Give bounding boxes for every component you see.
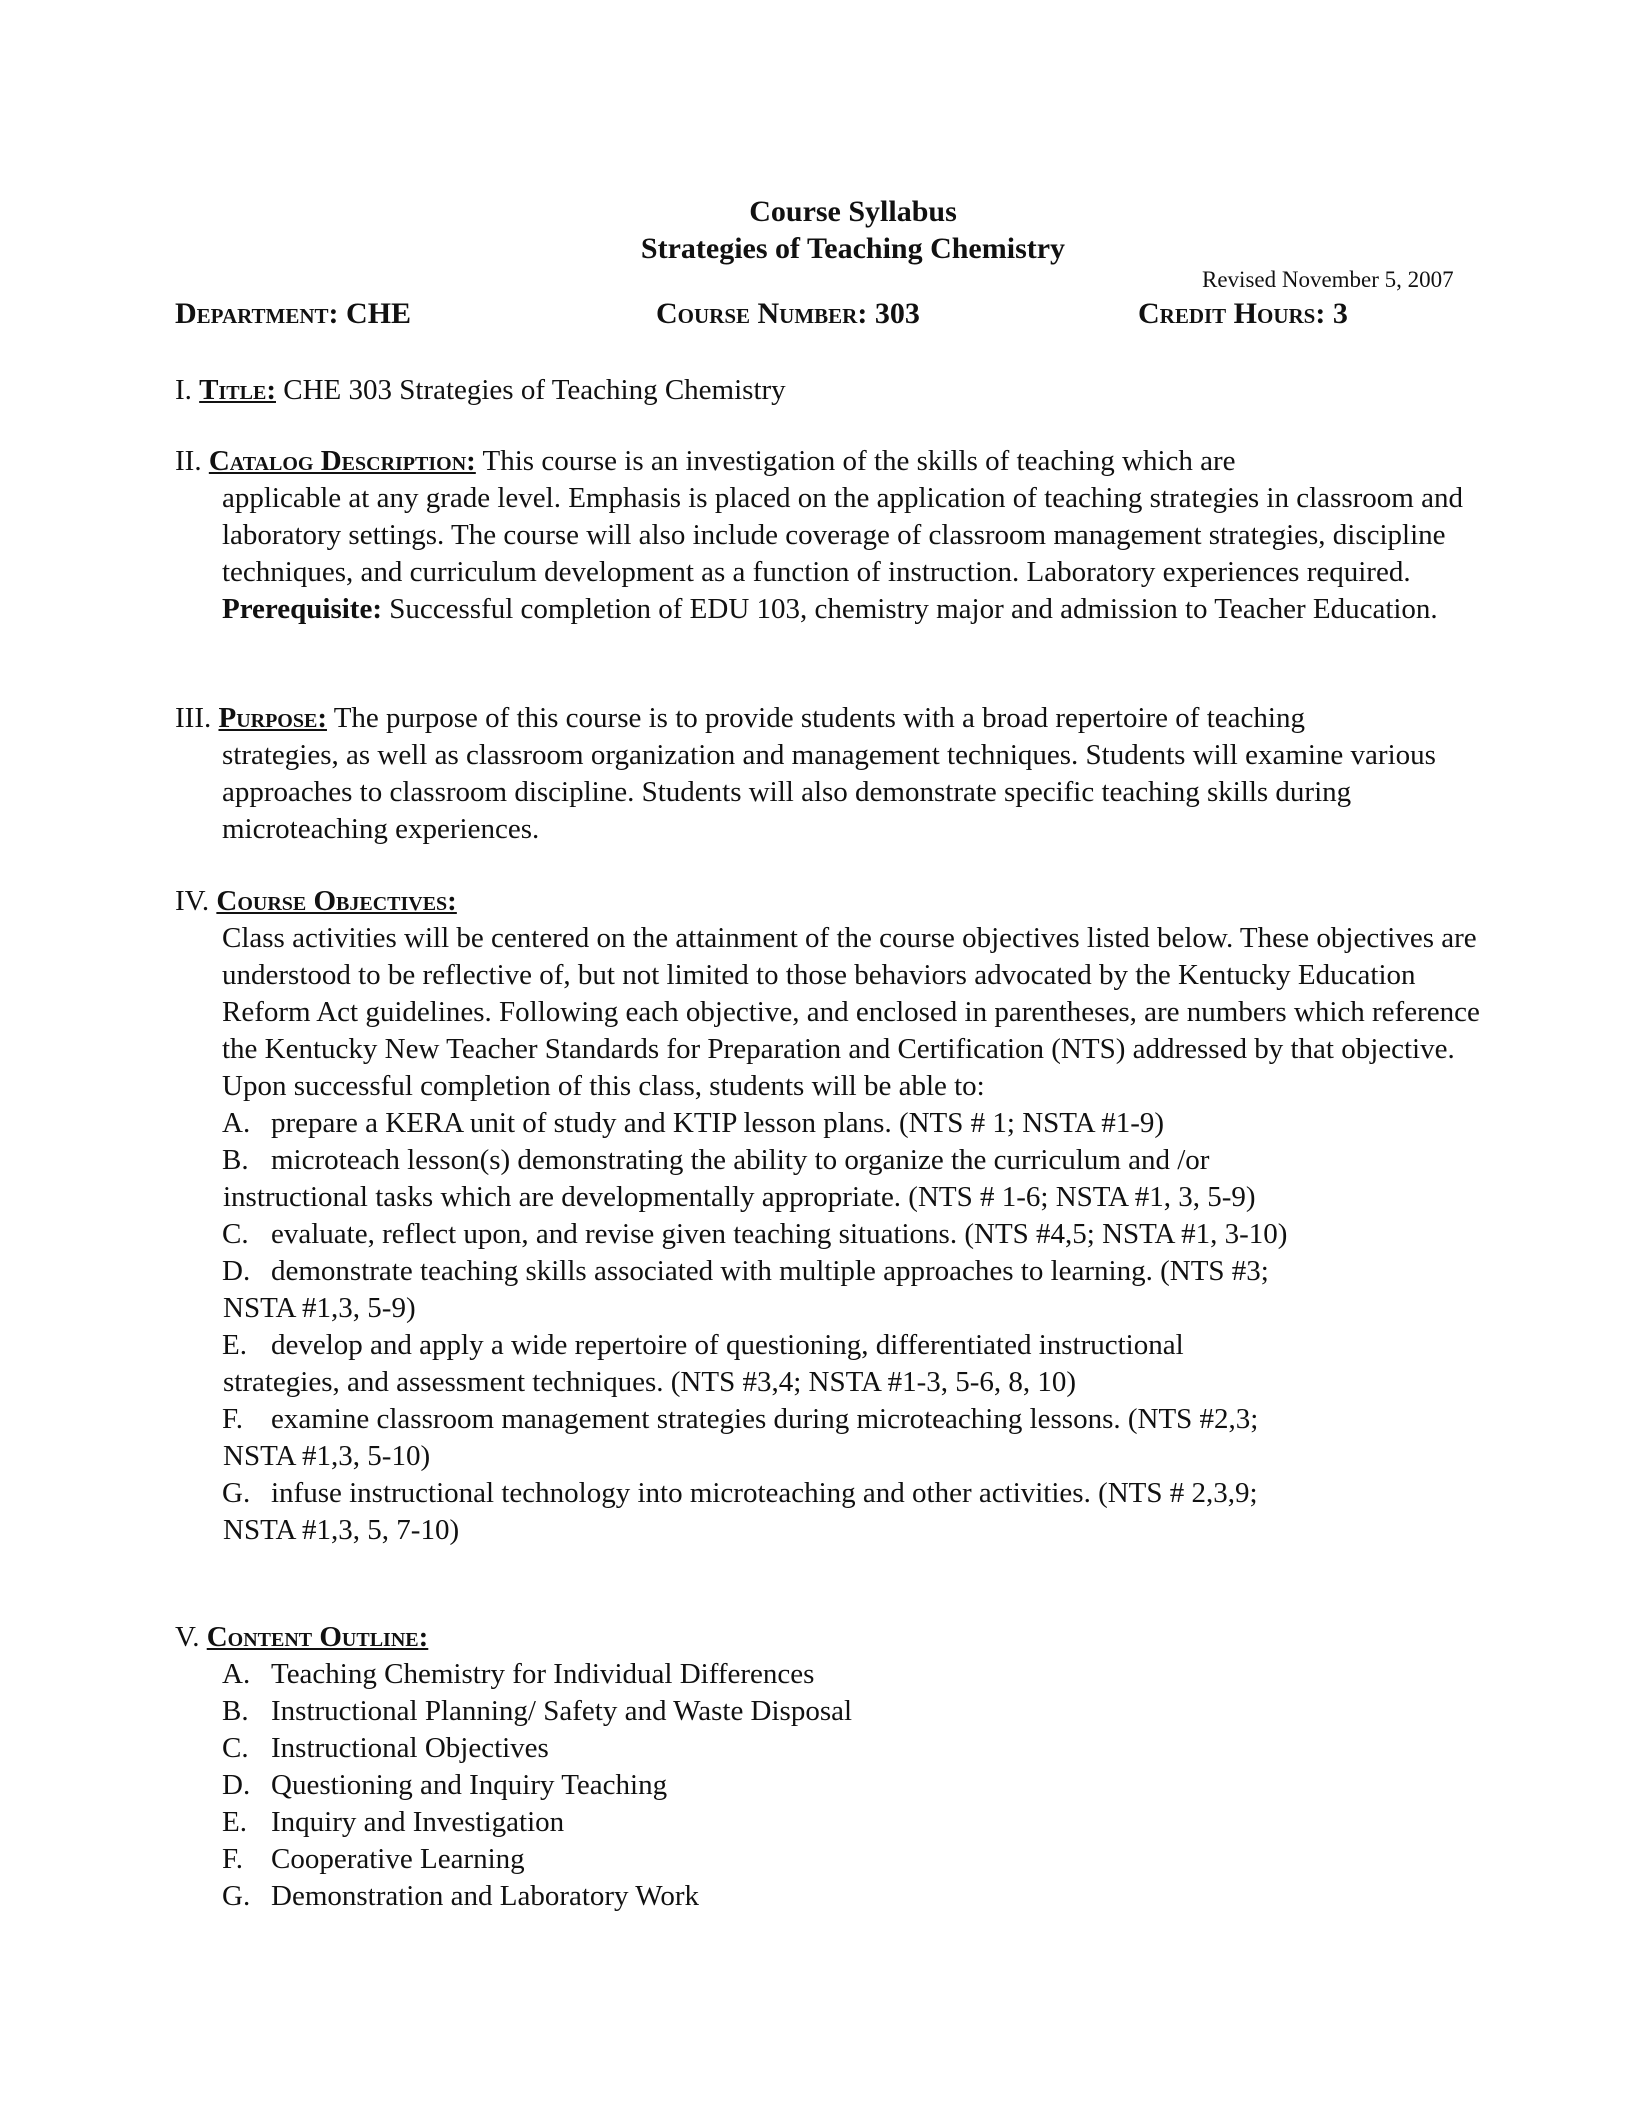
item-text: Instructional Objectives — [271, 1732, 549, 1764]
item-letter: E. — [222, 1806, 247, 1838]
document-title: Course Syllabus — [749, 195, 957, 228]
section-content-outline — [175, 1619, 1485, 1915]
section-number: I. — [175, 374, 200, 406]
item-text: Instructional Planning/ Safety and Waste Disposal — [271, 1695, 853, 1727]
item-text: examine classroom management strategies during microteaching lessons. (NTS #2,3; — [271, 1403, 1259, 1435]
item-letter: A. — [222, 1658, 251, 1690]
item-letter: G. — [222, 1880, 251, 1912]
section-heading: Title: — [199, 374, 276, 406]
outline-item — [175, 1693, 1485, 1730]
item-text-continued: NSTA #1,3, 5-10) — [223, 1440, 431, 1472]
item-letter: C. — [222, 1218, 249, 1250]
section-course-objectives — [175, 883, 1485, 1549]
item-text: infuse instructional technology into microteaching and other activities. (NTS # 2,3,9; — [271, 1477, 1258, 1509]
item-letter: A. — [222, 1107, 251, 1139]
objective-item — [175, 1105, 1485, 1142]
department-label: Department: CHE — [175, 297, 412, 330]
prerequisite-label: Prerequisite: — [222, 593, 382, 625]
section-number: V. — [175, 1621, 207, 1653]
section-heading: Course Objectives: — [216, 885, 457, 917]
section-title — [175, 372, 1485, 409]
section-text: This course is an investigation of the skills of teaching which are — [475, 445, 1236, 477]
item-letter: F. — [222, 1403, 244, 1435]
item-text-continued: NSTA #1,3, 5-9) — [223, 1292, 416, 1324]
objectives-intro: Class activities will be centered on the attainment of the course objectives listed below. These objectives are understood to be reflective of, but not limited to those behaviors advocated by the Kentucky Education Reform Act guidelines. Following each objective, and enclosed in parentheses, are numbers which reference the Kentucky New Teacher Standards for Preparation and Certification (NTS) addressed by that objective. Upon successful completion of this class, students will be able to: — [222, 922, 1480, 1102]
outline-item — [175, 1730, 1485, 1767]
objective-item — [175, 1142, 1485, 1216]
section-number: II. — [175, 445, 209, 477]
section-number: III. — [175, 702, 219, 734]
item-text: prepare a KERA unit of study and KTIP lesson plans. (NTS # 1; NSTA #1-9) — [271, 1107, 1165, 1139]
outline-item — [175, 1767, 1485, 1804]
course-number-label: Course Number: 303 — [656, 297, 920, 330]
objective-item — [175, 1216, 1485, 1253]
outline-item — [175, 1841, 1485, 1878]
item-letter: D. — [222, 1769, 251, 1801]
section-heading: Content Outline: — [206, 1621, 429, 1653]
section-purpose — [175, 700, 1485, 848]
item-text: Teaching Chemistry for Individual Differences — [271, 1658, 815, 1690]
objective-item — [175, 1327, 1485, 1401]
prerequisite-text: Successful completion of EDU 103, chemistry major and admission to Teacher Education. — [382, 593, 1438, 625]
section-text: CHE 303 Strategies of Teaching Chemistry — [275, 374, 786, 406]
item-text: Questioning and Inquiry Teaching — [271, 1769, 668, 1801]
item-letter: E. — [222, 1329, 247, 1361]
section-text: strategies, as well as classroom organization and management techniques. Students will examine various approaches to classroom discipline. Students will also demonstrate specific teaching skills during microteaching experiences. — [222, 739, 1436, 845]
section-heading: Catalog Description: — [208, 445, 476, 477]
item-letter: G. — [222, 1477, 251, 1509]
item-text: microteach lesson(s) demonstrating the ability to organize the curriculum and /or — [271, 1144, 1210, 1176]
outline-item — [175, 1878, 1485, 1915]
outline-list — [175, 1656, 1485, 1915]
document-subtitle: Strategies of Teaching Chemistry — [640, 232, 1066, 265]
item-text: Cooperative Learning — [271, 1843, 525, 1875]
objectives-list — [175, 1105, 1485, 1549]
item-letter: F. — [222, 1843, 244, 1875]
item-letter: B. — [222, 1144, 249, 1176]
item-text: Inquiry and Investigation — [271, 1806, 565, 1838]
outline-item — [175, 1804, 1485, 1841]
item-text-continued: instructional tasks which are developmentally appropriate. (NTS # 1-6; NSTA #1, 3, 5-9) — [223, 1181, 1256, 1213]
outline-item — [175, 1656, 1485, 1693]
item-text: demonstrate teaching skills associated with multiple approaches to learning. (NTS #3; — [271, 1255, 1269, 1287]
item-letter: D. — [222, 1255, 251, 1287]
revised-date: Revised November 5, 2007 — [1202, 267, 1454, 292]
item-text: develop and apply a wide repertoire of questioning, differentiated instructional — [271, 1329, 1184, 1361]
document-header — [0, 193, 1640, 267]
item-text: evaluate, reflect upon, and revise given teaching situations. (NTS #4,5; NSTA #1, 3-10) — [271, 1218, 1288, 1250]
item-letter: B. — [222, 1695, 249, 1727]
section-text: The purpose of this course is to provide students with a broad repertoire of teaching — [326, 702, 1305, 734]
objective-item — [175, 1401, 1485, 1475]
section-text: applicable at any grade level. Emphasis is placed on the application of teaching strategies in classroom and laboratory settings. The course will also include coverage of classroom management strategies, discipline techniques, and curriculum development as a function of instruction. Laboratory experiences required. — [222, 482, 1463, 588]
section-catalog-description — [175, 443, 1485, 628]
item-text-continued: NSTA #1,3, 5, 7-10) — [223, 1514, 460, 1546]
section-heading: Purpose: — [218, 702, 327, 734]
credit-hours-label: Credit Hours: 3 — [1138, 297, 1348, 330]
item-text-continued: strategies, and assessment techniques. (NTS #3,4; NSTA #1-3, 5-6, 8, 10) — [223, 1366, 1077, 1398]
item-letter: C. — [222, 1732, 249, 1764]
section-number: IV. — [175, 885, 217, 917]
objective-item — [175, 1475, 1485, 1549]
item-text: Demonstration and Laboratory Work — [271, 1880, 699, 1912]
objective-item — [175, 1253, 1485, 1327]
